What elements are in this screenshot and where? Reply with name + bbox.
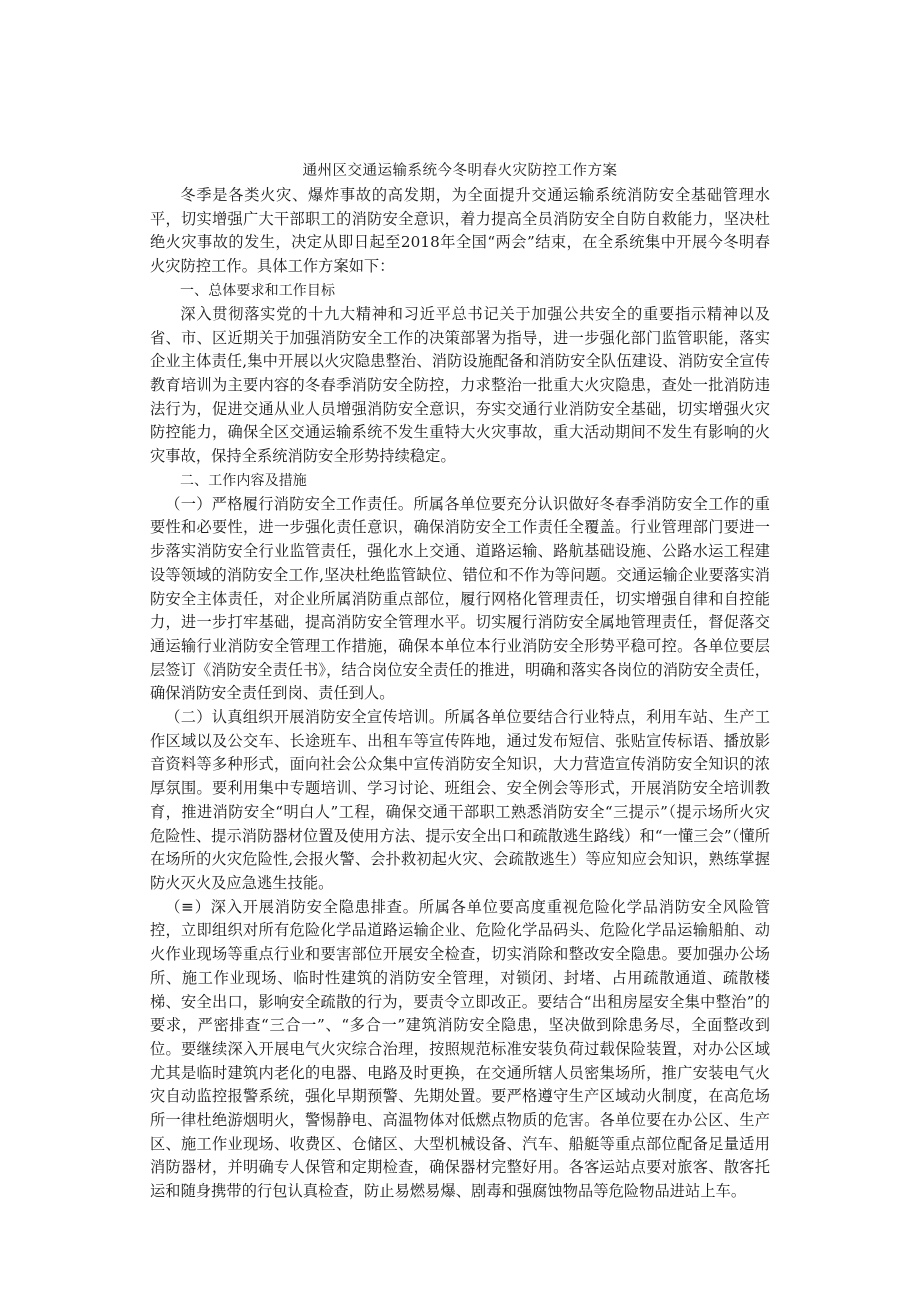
document-title: 通州区交通运输系统今冬明春火灾防控工作方案: [302, 163, 618, 179]
section-2-item-1: （一）严格履行消防安全工作责任。所属各单位要充分认识做好冬春季消防安全工作的重要性和必要性，进一步强化责任意识，确保消防安全工作责任全覆盖。行业管理部门要进一步落实消防安全行业监管责任，强化水上交通、道路运输、路航基础设施、公路水运工程建设等领域的消防安全工作,坚决杜绝监管缺位、错位和不作为等问题。交通运输企业要落实消防安全主体责任，对企业所属消防重点部位，履行网格化管理责任，切实增强自律和自控能力，进一步打牢基础，提高消防安全管理水平。切实履行消防安全属地管理责任，督促落交通运输行业消防安全管理工作措施，确保本单位本行业消防安全形势平稳可控。各单位要层层签订《消防安全责任书》，结合岗位安全责任的推进，明确和落实各岗位的消防安全责任，确保消防安全责任到岗、责任到人。: [150, 494, 770, 703]
intro-paragraph: 冬季是各类火灾、爆炸事故的高发期，为全面提升交通运输系统消防安全基础管理水平，切实增强广大干部职工的消防安全意识，着力提高全员消防安全自防自救能力，坚决杜绝火灾事故的发生，决定从即日起至2018年全国“两会”结束，在全系统集中开展今冬明春火灾防控工作。具体工作方案如下：: [150, 186, 770, 276]
document-page: [150, 158, 770, 1204]
section-2-item-2: （二）认真组织开展消防安全宣传培训。所属各单位要结合行业特点，利用车站、生产工作区域以及公交车、长途班车、出租车等宣传阵地，通过发布短信、张贴宣传标语、播放影音资料等多种形式，面向社会公众集中宣传消防安全知识，大力营造宣传消防安全知识的浓厚氛围。要利用集中专题培训、学习讨论、班组会、安全例会等形式，开展消防安全培训教育，推进消防安全“明白人”工程，确保交通干部职工熟悉消防安全“三提示”（提示场所火灾危险性、提示消防器材位置及使用方法、提示安全出口和疏散逃生路线）和“一懂三会”（懂所在场所的火灾危险性,会报火警、会扑救初起火灾、会疏散逃生）等应知应会知识，熟练掌握防火灭火及应急逃生技能。: [150, 708, 770, 892]
section-2-heading: 二、工作内容及措施: [180, 472, 307, 489]
section-2-item-3: （≡）深入开展消防安全隐患排查。所属各单位要高度重视危险化学品消防安全风险管控，立即组织对所有危险化学品道路运输企业、危险化学品码头、危险化学品运输船舶、动火作业现场等重点行业和要害部位开展安全检查，切实消除和整改安全隐患。要加强办公场所、施工作业现场、临时性建筑的消防安全管理，对锁闭、封堵、占用疏散通道、疏散楼梯、安全出口，影响安全疏散的行为，要责令立即改正。要结合“出租房屋安全集中整治”的要求，严密排查“三合一”、“多合一”建筑消防安全隐患，坚决做到除患务尽，全面整改到位。要继续深入开展电气火灾综合治理，按照规范标准安装负荷过载保险装置，对办公区域尤其是临时建筑内老化的电器、电路及时更换，在交通所辖人员密集场所，推广安装电气火灾自动监控报警系统，强化早期预警、先期处置。要严格遵守生产区域动火制度，在高危场所一律杜绝游烟明火，警惕静电、高温物体对低燃点物质的危害。各单位要在办公区、生产区、施工作业现场、收费区、仓储区、大型机械设备、汽车、船艇等重点部位配备足量适用消防器材，并明确专人保管和定期检查，确保器材完整好用。各客运站点要对旅客、散客托运和随身携带的行包认真检查，防止易燃易爆、剧毒和强腐蚀物品等危险物品进站上车。: [150, 897, 770, 1201]
section-1-heading: 一、总体要求和工作目标: [180, 282, 336, 299]
section-1-body: 深入贯彻落实党的十九大精神和习近平总书记关于加强公共安全的重要指示精神以及省、市、区近期关于加强消防安全工作的决策部署为指导，进一步强化部门监管职能，落实企业主体责任,集中开展以火灾隐患整治、消防设施配备和消防安全队伍建设、消防安全宣传教育培训为主要内容的冬春季消防安全防控，力求整治一批重大火灾隐患，查处一批消防违法行为，促进交通从业人员增强消防安全意识，夯实交通行业消防安全基础，切实增强火灾防控能力，确保全区交通运输系统不发生重特大火灾事故，重大活动期间不发生有影响的火灾事故，保持全系统消防安全形势持续稳定。: [150, 304, 770, 466]
